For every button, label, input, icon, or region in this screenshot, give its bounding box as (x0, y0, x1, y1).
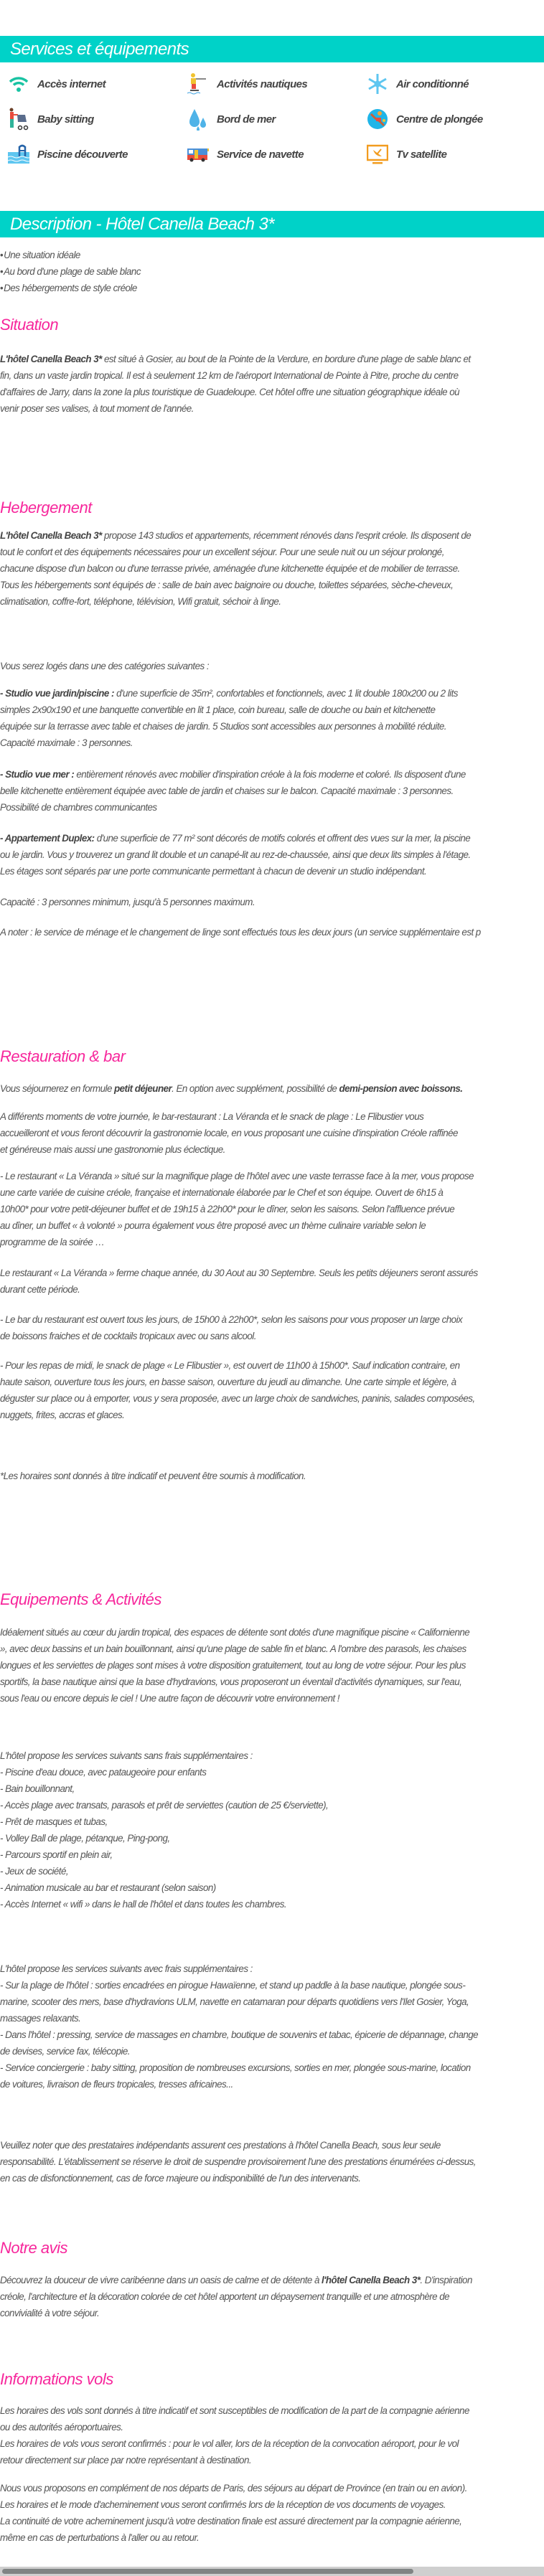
category-studio-mer: - Studio vue mer : entièrement rénovés avec mobilier d'inspiration créole à la fois moderne et coloré. Ils disposent d'une belle kitchenette entièrement équipée avec table de jardin et chaises sur le balcon. Capacité maximale : 3 personnes. Possibilité de chambres communicantes (0, 769, 466, 813)
free-service-item: - Bain bouillonnant, (0, 1783, 75, 1794)
water-drops-icon (187, 108, 210, 131)
snowflake-icon (366, 72, 389, 95)
free-service-item: - Piscine d'eau douce, avec pataugeoire pour enfants (0, 1767, 207, 1778)
avis-heading: Notre avis (0, 2239, 68, 2257)
free-service-item: - Jeux de société, (0, 1866, 69, 1877)
diver-icon (366, 108, 389, 131)
highlight-item: • Une situation idéale (0, 247, 544, 263)
service-item-air-conditioning: Air conditionné (366, 72, 469, 96)
stroller-icon (7, 108, 30, 131)
horizontal-scrollbar[interactable] (0, 2567, 544, 2576)
free-service-item: - Parcours sportif en plein air, (0, 1849, 113, 1860)
equipements-heading: Equipements & Activités (0, 1590, 161, 1608)
service-item-water-activities: Activités nautiques (187, 72, 307, 96)
capacity-text: Capacité : 3 personnes minimum, jusqu'à 5 personnes maximum. (0, 897, 255, 907)
snack-paragraph: - Pour les repas de midi, le snack de plage « Le Flibustier », est ouvert de 11h00 à 15h00*. Sauf indication contraire, en haute saison, ouverture tous les jours, en basse saison, ouverture du jeudi au dimanche. Une carte simple et légère, à déguster sur place ou à emporter, vous y sera proposée, avec un large choix de sandwiches, paninis, salades composées, nuggets, frites, accras et glaces. (0, 1360, 475, 1420)
service-item-baby-sitting: Baby sitting (7, 107, 94, 131)
bus-icon (187, 143, 210, 166)
pool-icon (7, 143, 30, 166)
equipements-intro: Idéalement situés au cœur du jardin tropical, des espaces de détente sont dotés d'une magnifique piscine « Californienne », avec deux bassins et un bain bouillonnant, ainsi qu'une plage de sable fin et blanc. A l'ombre des parasols, les chaises longues et les serviettes de plages sont mises à votre disposition gratuitement, tout au long de votre séjour. Pour les plus sportifs, la base nautique ainsi que la base d'hydravions, vous proposeront un éventail d'activités dynamiques, sur l'eau, sous l'eau ou encore depuis le ciel ! Une autre façon de découvrir votre environnement ! (0, 1627, 470, 1704)
veranda-paragraph: - Le restaurant « La Véranda » situé sur la magnifique plage de l'hôtel avec une vaste terrasse face à la mer, vous propose une carte variée de cuisine créole, française et internationale élaborée par le Chef et son équipe. Ouvert de 6h15 à 10h00* pour votre petit-déjeuner buffet et de 19h15 à 22h00* pour le dîner, selon les saisons. Selon l'affluence prévue au dîner, un buffet « à volonté » pourra également vous être proposé avec un thème culinaire variable selon le programme de la soirée … (0, 1171, 474, 1247)
service-item-satellite-tv: Tv satellite (366, 142, 446, 166)
paid-services-list: L'hôtel propose les services suivants avec frais supplémentaires : - Sur la plage de l'hôtel : sorties encadrées en pirogue Hawaïenne, et stand up paddle à la base nautique, plongée sous- marine, scooter des mers, base d'hydravions ULM, navette en catamaran pour départs quotidiens vers l'Ilet Gosier, Yoga, massages relaxants. - Dans l'hôtel : pressing, service de massages en chambre, boutique de souvenirs et tabac, épicerie de dépannage, change de devises, service fax, télécopie. - Service conciergerie : baby sitting, proposition de nombreuses excursions, sorties en mer, plongée sous-marine, location de voitures, livraison de fleurs tropicales, tresses africaines... (0, 1963, 479, 2090)
situation-paragraph: L'hôtel Canella Beach 3* est situé à Gosier, au bout de la Pointe de la Verdure, en bordure d'une plage de sable blanc et fin, dans un vaste jardin tropical. Il est à seulement 12 km de l'aéroport International de Pointe à Pitre, proche du centre d'affaires de Jarry, dans la zone la plus touristique de Guadeloupe. Cet hôtel offre une situation géographique idéale où venir poser ses valises, à tout moment de l'année. (0, 354, 471, 414)
category-studio-jardin: - Studio vue jardin/piscine : d'une superficie de 35m², confortables et fonctionnels, avec 1 lit double 180x200 ou 2 lits simples 2x90x190 et une banquette convertible en lit 1 place, coin bureau, salle de douche ou bain et kitchenette équipée sur la terrasse avec table et chaises de jardin. 5 Studios sont accessibles aux personnes à mobilité réduite. Capacité maximale : 3 personnes. (0, 688, 458, 748)
free-service-item: - Animation musicale au bar et restaurant (selon saison) (0, 1882, 216, 1893)
wifi-icon (7, 72, 30, 95)
service-item-outdoor-pool: Piscine découverte (7, 142, 128, 166)
restauration-intro: A différents moments de votre journée, le bar-restaurant : La Véranda et le snack de plage : Le Flibustier vous accueilleront et vous feront découvrir la gastronomie locale, en vous proposant une cuisine d'inspiration Créole raffinée et généreuse mais aussi une gastronomie plus éclectique. (0, 1111, 458, 1155)
free-services-list: L'hôtel propose les services suivants sans frais supplémentaires : - Piscine d'eau douce, avec pataugeoire pour enfants - Bain bouillonnant, - Accès plage avec transats, parasols et prêt de serviettes (caution de 25 €/serviette), - Prêt de masques et tubas, - Volley Ball de plage, pétanque, Ping-pong, - Parcours sportif en plein air, - Jeux de société, - Animation musicale au bar et restaurant (selon saison) - Accès Internet « wifi » dans le hall de l'hôtel et dans toutes les chambres. (0, 1747, 544, 1912)
service-item-seaside: Bord de mer (187, 107, 276, 131)
housekeeping-note: A noter : le service de ménage et le changement de linge sont effectués tous les deux jours (un service supplémentaire est p (0, 927, 481, 938)
highlights-list (0, 247, 544, 296)
water-ski-icon (187, 72, 210, 95)
satellite-tv-icon (366, 143, 389, 166)
free-service-item: - Accès plage avec transats, parasols et prêt de serviettes (caution de 25 €/serviette), (0, 1800, 329, 1811)
hebergement-intro: L'hôtel Canella Beach 3* propose 143 studios et appartements, récemment rénovés dans l'esprit créole. Ils disposent de tout le confort et des équipements nécessaires pour un excellent séjour. Pour une seule nuit ou un séjour prolongé, chacune dispose d'un balcon ou d'une terrasse privée, aménagée d'une kitchenette équipée et de mobilier de terrasse. Tous les hébergements sont équipés de : salle de bain avec baignoire ou douche, toilettes séparées, sèche-cheveux, climatisation, coffre-fort, téléphone, télévision, Wifi gratuit, séchoir à linge. (0, 530, 472, 607)
description-title: Description - Hôtel Canella Beach 3* (10, 214, 274, 234)
situation-heading: Situation (0, 316, 59, 334)
service-item-internet: Accès internet (7, 72, 105, 96)
hebergement-heading: Hebergement (0, 499, 92, 516)
description-section-header (0, 211, 544, 237)
services-section-header (0, 36, 544, 62)
free-service-item: - Volley Ball de plage, pétanque, Ping-pong, (0, 1833, 170, 1844)
avis-paragraph: Découvrez la douceur de vivre caribéenne dans un oasis de calme et de détente à l'hôtel Canella Beach 3*. D'inspiration créole, l'architecture et la décoration colorée de cet hôtel apportent un dépaysement tranquille et une atmosphère de convivialité à votre séjour. (0, 2275, 472, 2318)
category-duplex: - Appartement Duplex: d'une superficie de 77 m² sont décorés de motifs colorés et offrent des vues sur la mer, la piscine ou le jardin. Vous y trouverez un grand lit double et un canapé-lit au rez-de-chaussée, ainsi que deux lits simples à l'étage. Les étages sont séparés par une porte communicante permettant à chacun de devenir un studio indépendant. (0, 833, 471, 877)
providers-disclaimer: Veuillez noter que des prestataires indépendants assurent ces prestations à l'hôtel Canella Beach, sous leur seule responsabilité. L'établissement se réserve le droit de suspendre provisoirement l'une des prestations énumérées ci-dessus, en cas de disfonctionnement, cas de force majeure ou indisponibilité de l'un des intervenants. (0, 2140, 476, 2184)
services-title: Services et équipements (10, 39, 189, 59)
bar-paragraph: - Le bar du restaurant est ouvert tous les jours, de 15h00 à 22h00*, selon les saisons pour vous proposer un large choix de boissons fraiches et de cocktails tropicaux avec ou sans alcool. (0, 1314, 463, 1341)
restauration-heading: Restauration & bar (0, 1047, 126, 1065)
free-service-item: - Prêt de masques et tubas, (0, 1816, 108, 1827)
vols-heading: Informations vols (0, 2370, 113, 2388)
hours-footnote: *Les horaires sont donnés à titre indicatif et peuvent être soumis à modification. (0, 1471, 306, 1481)
categories-intro: Vous serez logés dans une des catégories suivantes : (0, 661, 209, 671)
highlight-item: • Des hébergements de style créole (0, 280, 544, 296)
scrollbar-thumb[interactable] (2, 2569, 413, 2574)
vols-paragraph-a: Les horaires des vols sont donnés à titre indicatif et sont susceptibles de modification de la part de la compagnie aérienne ou des autorités aéroportuaires. Les horaires de vols vous seront confirmés : pour le vol aller, lors de la réception de la convocation aéroport, pour le vol retour directement sur place par notre représentant à destination. (0, 2405, 469, 2466)
vols-paragraph-b: Nous vous proposons en complément de nos départs de Paris, des séjours au départ de Province (en train ou en avion). Les horaires et le mode d'acheminement vous seront confirmés lors de la réception de vos documents de voyages. La continuité de votre acheminement jusqu'à votre destination finale est assuré directement par la compagnie aérienne, même en cas de perturbations à l'aller ou au retour. (0, 2483, 467, 2543)
service-item-diving-center: Centre de plongée (366, 107, 483, 131)
free-service-item: - Accès Internet « wifi » dans le hall de l'hôtel et dans toutes les chambres. (0, 1899, 287, 1910)
formula-text: Vous séjournerez en formule petit déjeuner. En option avec supplément, possibilité de demi-pension avec boissons. (0, 1083, 463, 1094)
service-item-shuttle: Service de navette (187, 142, 304, 166)
highlight-item: • Au bord d'une plage de sable blanc (0, 263, 544, 280)
veranda-closure: Le restaurant « La Véranda » ferme chaque année, du 30 Aout au 30 Septembre. Seuls les petits déjeuners seront assurés durant cette période. (0, 1268, 478, 1295)
